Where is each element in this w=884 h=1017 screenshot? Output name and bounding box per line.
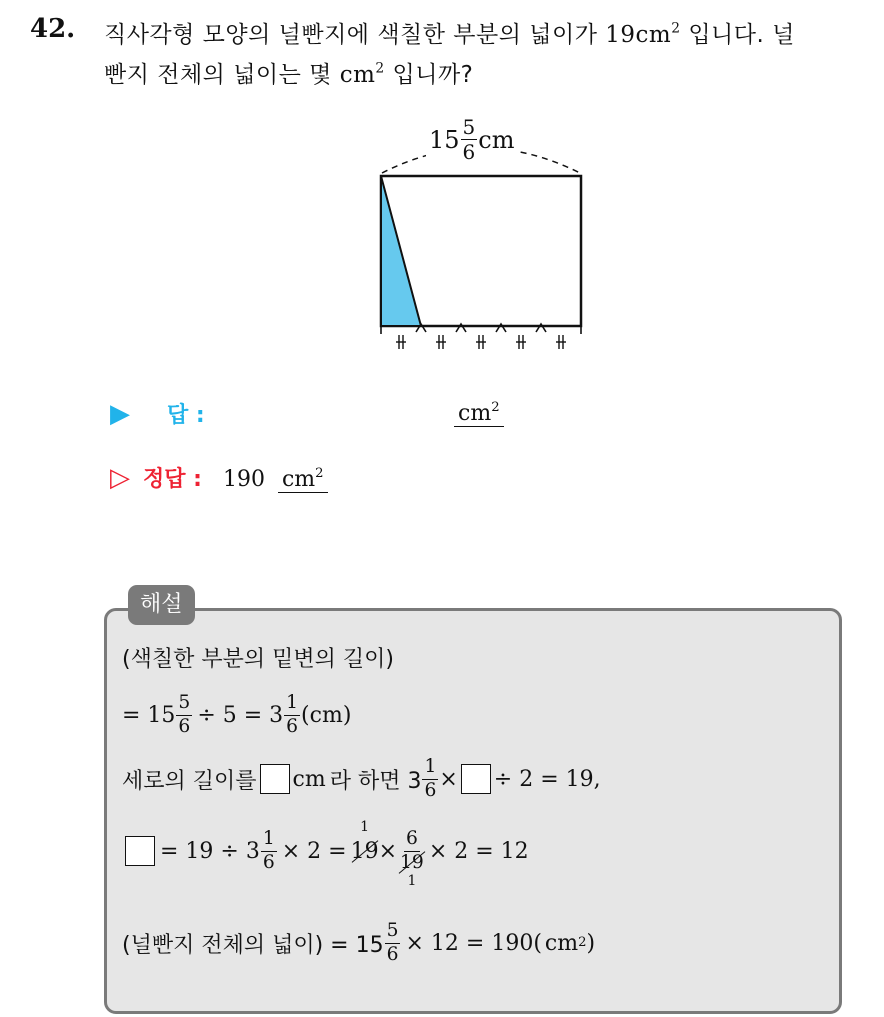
sol4-eq: = 19 ÷ 3 [160, 838, 260, 864]
question-sup-2: 2 [375, 60, 385, 77]
width-label [426, 117, 517, 162]
correct-label: 정답 : [143, 467, 202, 492]
blank-box [461, 764, 491, 794]
correct-unit: cm [281, 467, 316, 492]
width-num: 5 [462, 115, 476, 139]
sol2-f1-den: 6 [178, 715, 191, 737]
question-text-2: 빤지 전체의 넓이는 몇 [104, 62, 332, 88]
question-line-2 [104, 56, 473, 89]
width-unit: cm [478, 125, 515, 154]
answer-unit-sup: 2 [491, 399, 500, 415]
sol2-eq: = 15 [122, 702, 176, 728]
cancel-val: 19 [350, 838, 379, 864]
answer-row [110, 398, 205, 429]
figure [360, 115, 600, 365]
blank-box [125, 836, 155, 866]
sol5-text: (널빤지 전체의 넓이) = 15 [122, 932, 384, 958]
sol4-end: × 2 = 12 [428, 838, 529, 864]
sol4-f1-num: 1 [261, 830, 277, 852]
correct-unit-sup: 2 [315, 465, 324, 481]
question-area-value: 19 [605, 22, 636, 48]
sol5-close: ) [586, 930, 596, 956]
correct-marker-icon: ▷ [110, 463, 130, 493]
sol4-f2-num: 6 [404, 830, 420, 852]
sol3-text1: 세로의 길이를 [122, 768, 257, 794]
solution-line-2 [122, 694, 351, 736]
sol2-unit: (cm) [301, 702, 352, 728]
width-whole: 15 [429, 125, 460, 154]
sol2-op: ÷ 5 = 3 [197, 702, 284, 728]
cancel-19 [350, 818, 379, 864]
sol4-times: × [378, 838, 398, 864]
sol4-mid: × 2 = [281, 838, 347, 864]
answer-unit-text: cm [458, 401, 492, 426]
question-area-sup: 2 [671, 20, 681, 37]
question-unit-2: cm [339, 62, 376, 88]
correct-value: 190 [222, 467, 265, 492]
sol5-f-num: 5 [385, 922, 401, 944]
sol2-f1-num: 5 [176, 694, 192, 716]
answer-unit [454, 401, 504, 426]
sol3-rest: ÷ 2 = 19, [493, 766, 601, 792]
solution-line-5: (널빤지 전체의 넓이) = 15 $\frac{5}{6}$ × 12 = 190( cm 2 ) [122, 920, 596, 965]
question-text-2-end: 입니까? [392, 62, 474, 88]
question-text-1: 직사각형 모양의 널빤지에 색칠한 부분의 넓이가 [104, 22, 598, 48]
answer-label: 답 : [167, 403, 205, 428]
solution-tag: 해설 [128, 585, 195, 625]
sol3-text2: 라 하면 3 [329, 768, 422, 794]
sol3-times: × [439, 766, 458, 792]
solution-line-1: (색칠한 부분의 밑변의 길이) [122, 647, 394, 672]
question-line-1 [104, 16, 795, 49]
sol5-unit: cm [544, 930, 579, 956]
sol5-mid: × 12 = 190( [405, 930, 542, 956]
blank-box [260, 764, 290, 794]
question-text-1-end: 입니다. 널 [688, 22, 795, 48]
sol2-f2-den: 6 [286, 715, 299, 737]
answer-marker-icon: ▶ [110, 399, 130, 429]
cancel-bottom: 1 [407, 872, 417, 889]
sol4-f1-den: 6 [262, 851, 275, 873]
solution-line-4 [122, 818, 529, 889]
sol4-f2-den: 19 [400, 851, 424, 873]
question-area-unit: cm [635, 22, 672, 48]
shaded-triangle [381, 176, 421, 326]
correct-answer-row [110, 462, 328, 493]
question-number: 42. [30, 14, 76, 44]
sol5-f-den: 6 [386, 943, 399, 965]
sol3-unit: cm [292, 766, 326, 792]
sol2-f2-num: 1 [284, 694, 300, 716]
width-den: 6 [462, 140, 476, 164]
sol3-f-num: 1 [422, 758, 438, 780]
cancel-top: 1 [360, 818, 370, 835]
sol3-f-den: 6 [424, 779, 437, 801]
solution-line-3 [122, 758, 601, 800]
